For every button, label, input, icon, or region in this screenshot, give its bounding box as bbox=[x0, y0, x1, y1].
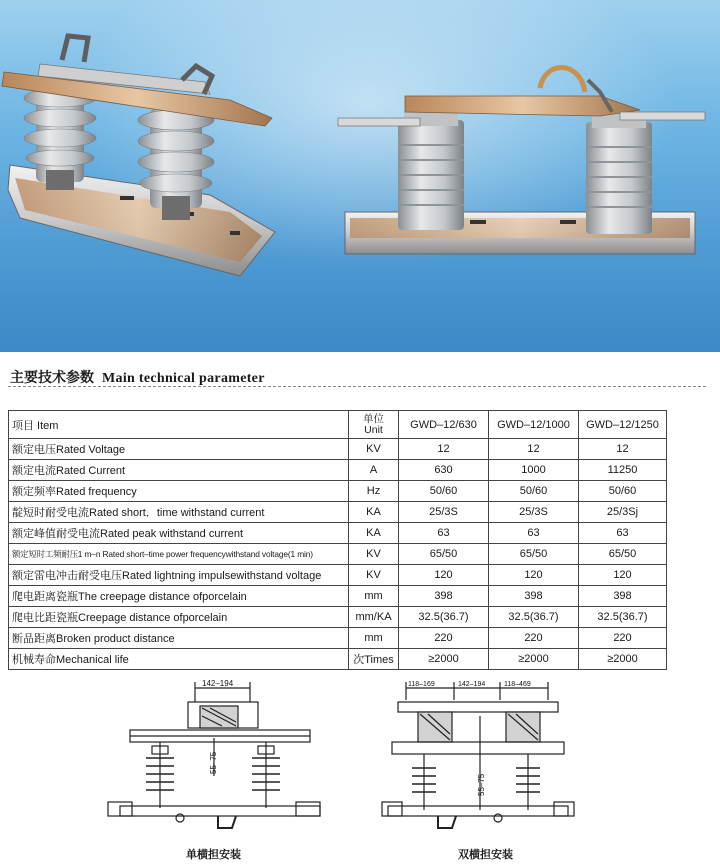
row-value: 65/50 bbox=[399, 544, 489, 565]
table-row bbox=[9, 502, 667, 523]
table-row bbox=[9, 565, 667, 586]
row-label: 断品距离Broken product distance bbox=[9, 628, 349, 649]
row-value: ≥2000 bbox=[579, 649, 667, 670]
row-value: 398 bbox=[489, 586, 579, 607]
row-value: 25/3Sj bbox=[579, 502, 667, 523]
table-row bbox=[9, 439, 667, 460]
header-item: 项目 Item bbox=[9, 411, 349, 439]
row-unit: KA bbox=[349, 523, 399, 544]
right-dim-top-1: 118–169 bbox=[408, 681, 435, 688]
row-value: 398 bbox=[399, 586, 489, 607]
heading-divider bbox=[8, 386, 706, 387]
right-dim-top-2: 142–194 bbox=[458, 681, 486, 688]
row-value: 32.5(36.7) bbox=[579, 607, 667, 628]
row-label: 爬电距离瓷瓶The creepage distance ofporcelain bbox=[9, 586, 349, 607]
header-unit bbox=[349, 411, 399, 439]
table-row bbox=[9, 523, 667, 544]
row-unit: KA bbox=[349, 502, 399, 523]
row-value: 63 bbox=[579, 523, 667, 544]
row-value: 32.5(36.7) bbox=[489, 607, 579, 628]
row-value: 50/60 bbox=[579, 481, 667, 502]
table-row bbox=[9, 649, 667, 670]
parameter-table bbox=[8, 410, 667, 670]
section-title-en: Main technical parameter bbox=[102, 371, 265, 386]
row-value: 12 bbox=[489, 439, 579, 460]
row-value: 25/3S bbox=[399, 502, 489, 523]
table-header-row bbox=[9, 411, 667, 439]
table-row bbox=[9, 481, 667, 502]
row-unit: KV bbox=[349, 544, 399, 565]
row-label: 爬电比距瓷瓶Creepage distance ofporcelain bbox=[9, 607, 349, 628]
header-model-1: GWD–12/630 bbox=[399, 411, 489, 439]
table-row bbox=[9, 586, 667, 607]
row-value: 65/50 bbox=[489, 544, 579, 565]
row-value: ≥2000 bbox=[399, 649, 489, 670]
row-label: 额定峰值耐受电流Rated peak withstand current bbox=[9, 523, 349, 544]
row-value: 220 bbox=[489, 628, 579, 649]
header-model-3: GWD–12/1250 bbox=[579, 411, 667, 439]
row-unit: KV bbox=[349, 439, 399, 460]
row-value: 12 bbox=[399, 439, 489, 460]
row-value: 25/3S bbox=[489, 502, 579, 523]
row-value: ≥2000 bbox=[489, 649, 579, 670]
double-crossarm-drawing bbox=[378, 676, 578, 844]
row-value: 220 bbox=[579, 628, 667, 649]
row-value: 63 bbox=[399, 523, 489, 544]
table-row bbox=[9, 628, 667, 649]
row-unit: KV bbox=[349, 565, 399, 586]
row-unit: Hz bbox=[349, 481, 399, 502]
row-value: 398 bbox=[579, 586, 667, 607]
row-value: 630 bbox=[399, 460, 489, 481]
section-title-cn: 主要技术参数 bbox=[10, 369, 94, 385]
product-photos bbox=[0, 0, 720, 352]
left-dim-side: 55–75 bbox=[209, 751, 218, 774]
row-label: 靛短时耐受电流Rated short．time withstand current bbox=[9, 502, 349, 523]
table-row bbox=[9, 607, 667, 628]
row-label: 额定频率Rated frequency bbox=[9, 481, 349, 502]
right-drawing-caption: 双横担安装 bbox=[458, 849, 513, 861]
row-label: 机械寿命Mechanical life bbox=[9, 649, 349, 670]
right-disconnector-photo bbox=[338, 67, 705, 254]
row-label: 额定电流Rated Current bbox=[9, 460, 349, 481]
right-dim-side: 55–75 bbox=[477, 773, 486, 796]
row-value: 63 bbox=[489, 523, 579, 544]
row-unit: 次Times bbox=[349, 649, 399, 670]
row-value: 11250 bbox=[579, 460, 667, 481]
header-model-2: GWD–12/1000 bbox=[489, 411, 579, 439]
table-row bbox=[9, 544, 667, 565]
row-label: 额定短时工频耐压1 m–n Rated short–time power frequencywithstand voltage(1 min) bbox=[9, 544, 349, 565]
row-value: 1000 bbox=[489, 460, 579, 481]
row-value: 12 bbox=[579, 439, 667, 460]
row-label: 额定雷电冲击耐受电压Rated lightning impulsewithstand voltage bbox=[9, 565, 349, 586]
row-unit: A bbox=[349, 460, 399, 481]
left-drawing-caption: 单横担安装 bbox=[186, 849, 241, 861]
row-unit: mm bbox=[349, 628, 399, 649]
row-value: 220 bbox=[399, 628, 489, 649]
single-crossarm-drawing bbox=[100, 676, 330, 844]
row-value: 50/60 bbox=[399, 481, 489, 502]
row-label: 额定电压Rated Voltage bbox=[9, 439, 349, 460]
header-unit-en: Unit bbox=[364, 423, 383, 436]
product-photo-banner bbox=[0, 0, 720, 352]
table-row bbox=[9, 460, 667, 481]
row-unit: mm/KA bbox=[349, 607, 399, 628]
row-value: 120 bbox=[489, 565, 579, 586]
row-unit: mm bbox=[349, 586, 399, 607]
row-value: 32.5(36.7) bbox=[399, 607, 489, 628]
section-heading bbox=[10, 367, 265, 387]
row-value: 65/50 bbox=[579, 544, 667, 565]
left-dim-top: 142–194 bbox=[202, 679, 234, 688]
header-unit-cn: 单位 bbox=[363, 412, 384, 425]
row-value: 50/60 bbox=[489, 481, 579, 502]
left-disconnector-photo bbox=[2, 36, 275, 276]
row-value: 120 bbox=[399, 565, 489, 586]
row-value: 120 bbox=[579, 565, 667, 586]
right-dim-top-3: 118–469 bbox=[504, 681, 531, 688]
